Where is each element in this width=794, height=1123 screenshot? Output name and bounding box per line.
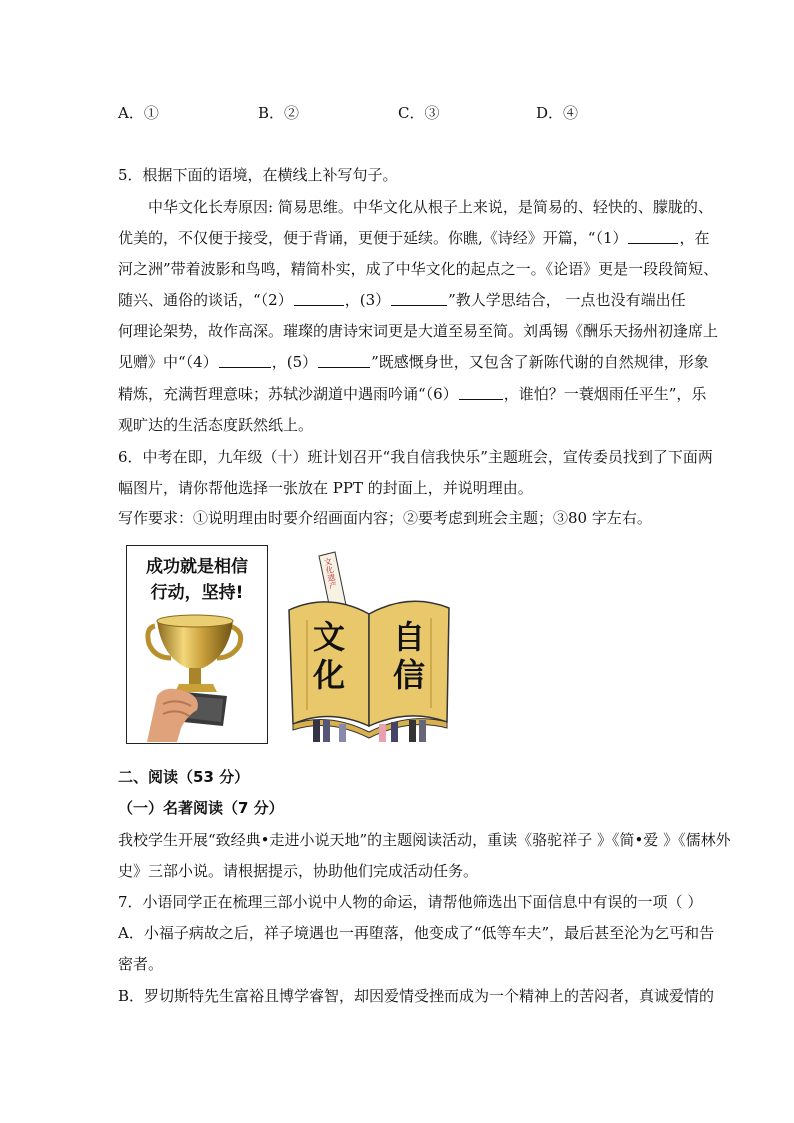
trophy-caption-line-1: 成功就是相信 — [146, 557, 248, 577]
q6-line-1: 6．中考在即，九年级（十）班计划召开“我自信我快乐”主题班会，宣传委员找到了下面两 — [118, 448, 713, 466]
bookmark-label: 文化遗产 — [322, 556, 339, 591]
q7-stem: 7．小语同学正在梳理三部小说中人物的命运，请帮他筛选出下面信息中有误的一项（ ） — [118, 893, 703, 911]
option-a: A．① — [118, 104, 159, 122]
q7-option-b-line-1: B．罗切斯特先生富裕且博学睿智，却因爱情受挫而成为一个精神上的苦闷者，真诚爱情的 — [118, 987, 715, 1005]
open-book-illustration — [283, 548, 458, 744]
q7-option-a-line-2: 密者。 — [118, 955, 164, 973]
q5-l7-tail: ，谁怕？一蓑烟雨任平生”，乐 — [503, 385, 707, 403]
blank-6 — [459, 385, 503, 400]
q5-l4-mid: ，(3） — [344, 291, 391, 309]
book-left-text — [313, 618, 345, 694]
q5-l2-text: 优美的，不仅便于接受，便于背诵，更便于延续。你瞧,《诗经》开篇，“（1） — [118, 229, 628, 247]
book-char-xin: 信 — [393, 656, 426, 694]
section-heading: 二、阅读（53 分） — [118, 768, 250, 786]
option-c: C．③ — [398, 104, 440, 122]
q7-option-a-line-1: A．小福子病故之后，祥子境遇也一再堕落，他变成了“低等车夫”，最后甚至沦为乞丐和告 — [118, 924, 715, 942]
book-char-wen: 文 — [313, 618, 346, 656]
q5-passage-line-4 — [118, 290, 686, 310]
trophy-picture — [126, 545, 268, 744]
q5-l6-text: 见赠》中“（4） — [118, 353, 218, 371]
q6-requirements: 写作要求：①说明理由时要介绍画面内容；②要考虑到班会主题；③80 字左右。 — [118, 509, 652, 527]
q5-passage-line-1: 中华文化长寿原因: 简易思维。中华文化从根子上来说，是简易的、轻快的、朦胧的、 — [148, 198, 713, 216]
q5-l2-tail: ，在 — [679, 229, 710, 247]
trophy-caption-line-2: 行动，坚持! — [150, 583, 244, 603]
q5-l6-mid: ，(5） — [271, 353, 318, 371]
book-char-zi: 自 — [393, 618, 426, 656]
q6-line-2: 幅图片，请你帮他选择一张放在 PPT 的封面上，并说明理由。 — [118, 479, 533, 497]
q5-l7-text: 精炼，充满哲理意味；苏轼沙湖道中遇雨吟诵“（6） — [118, 385, 458, 403]
blank-2 — [294, 291, 344, 306]
q5-passage-line-5: 何理论架势，故作高深。璀璨的唐诗宋词更是大道至易至简。刘禹锡《酬乐天扬州初逢席上 — [118, 322, 719, 340]
trophy-illustration — [127, 546, 267, 743]
q5-passage-line-7 — [118, 384, 706, 404]
culture-confidence-picture — [283, 548, 458, 744]
book-right-text — [393, 618, 425, 694]
q5-l6-tail: ”既感慨身世，又包含了新陈代谢的自然规律，形象 — [371, 353, 709, 371]
blank-3 — [391, 291, 447, 306]
book-char-hua: 化 — [313, 656, 346, 694]
option-d: D．④ — [536, 104, 579, 122]
q5-l4-text: 随兴、通俗的谈话，“（2） — [118, 291, 293, 309]
q5-stem: 5．根据下面的语境，在横线上补写句子。 — [118, 166, 398, 184]
subsection-heading: （一）名著阅读（7 分） — [118, 799, 284, 817]
intro-line-2: 史》三部小说。请根据提示，协助他们完成活动任务。 — [118, 862, 479, 880]
q5-passage-line-6 — [118, 352, 709, 372]
blank-1 — [628, 229, 678, 244]
intro-line-1: 我校学生开展“致经典•走进小说天地”的主题阅读活动，重读《骆驼祥子 》《简•爱 》《儒林外 — [118, 831, 731, 849]
blank-4 — [219, 353, 271, 368]
option-b: B．② — [258, 104, 300, 122]
q5-passage-line-8: 观旷达的生活态度跃然纸上。 — [118, 416, 314, 434]
q5-passage-line-3: 河之洲”带着波影和鸟鸣，精简朴实，成了中华文化的起点之一。《论语》更是一段段简短、 — [118, 260, 719, 278]
q5-passage-line-2 — [118, 228, 710, 248]
blank-5 — [318, 353, 370, 368]
q5-l4-tail: ”教人学思结合， 一点也没有端出任 — [448, 291, 686, 309]
